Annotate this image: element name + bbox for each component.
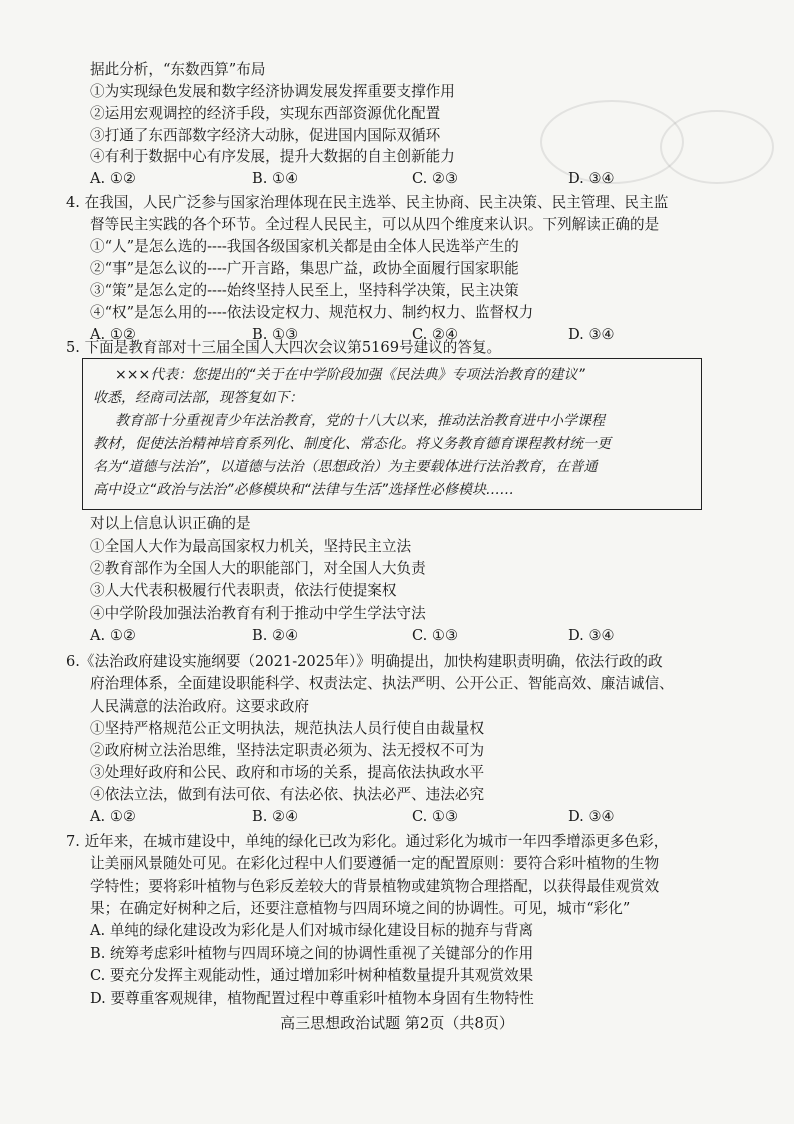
q4-statement-3: ③“策”是怎么定的----始终坚持人民至上，坚持科学决策，民主决策	[90, 282, 519, 299]
q6-option-a: A. ①②	[90, 808, 136, 825]
q5-prompt: 对以上信息认识正确的是	[90, 515, 251, 532]
q5-statement-1: ①全国人大作为最高国家权力机关，坚持民主立法	[90, 538, 412, 555]
q3-statement-3: ③打通了东西部数字经济大动脉，促进国内国际双循环	[90, 127, 441, 144]
q5-box-line: 高中设立“政治与法治”必修模块和“法律与生活”选择性必修模块……	[93, 482, 515, 498]
q6-statement-4: ④依法立法，做到有法可依、有法必依、执法必严、违法必究	[90, 786, 485, 803]
q4-option-d: D. ③④	[568, 326, 615, 343]
q6-option-b: B. ②④	[252, 808, 299, 825]
q3-stem: 据此分析，“东数西算”布局	[90, 61, 266, 78]
q5-option-b: B. ②④	[252, 627, 299, 644]
q6-statement-1: ①坚持严格规范公正文明执法，规范执法人员行使自由裁量权	[90, 720, 485, 737]
q5-box-line: ×××代表：您提出的“关于在中学阶段加强《民法典》专项法治教育的建议”	[115, 367, 585, 383]
q7-choice-c: C. 要充分发挥主观能动性，通过增加彩叶树种植数量提升其观赏效果	[90, 967, 534, 984]
q6-options	[90, 807, 690, 827]
q7-stem-line: 7. 近年来，在城市建设中，单纯的绿化已改为彩化。通过彩化为城市一年四季增添更多色彩，	[66, 833, 669, 850]
q4-statement-4: ④“权”是怎么用的----依法设定权力、规范权力、制约权力、监督权力	[90, 304, 534, 321]
q3-statement-1: ①为实现绿色发展和数字经济协调发展发挥重要支撑作用	[90, 83, 455, 100]
q7-stem-line: 学特性；要将彩叶植物与色彩反差较大的背景植物或建筑物合理搭配，以获得最佳观赏效	[90, 878, 660, 895]
q5-box-line: 教材，促使法治精神培育系列化、制度化、常态化。将义务教育德育课程教材统一更	[93, 436, 611, 452]
q4-stem-line: 督等民主实践的各个环节。全过程人民民主，可以从四个维度来认识。下列解读正确的是	[90, 216, 660, 233]
q5-statement-3: ③人大代表积极履行代表职责，依法行使提案权	[90, 582, 397, 599]
q5-option-a: A. ①②	[90, 627, 136, 644]
q4-option-b: B. ①③	[252, 326, 299, 343]
q3-statement-2: ②运用宏观调控的经济手段，实现东西部资源优化配置	[90, 105, 441, 122]
q6-statement-3: ③处理好政府和公民、政府和市场的关系，提高依法执政水平	[90, 764, 485, 781]
q3-statement-4: ④有利于数据中心有序发展，提升大数据的自主创新能力	[90, 148, 455, 165]
q7-choice-d: D. 要尊重客观规律，植物配置过程中尊重彩叶植物本身固有生物特性	[90, 990, 534, 1007]
q7-stem-line: 果；在确定好树种之后，还要注意植物与四周环境之间的协调性。可见，城市“彩化”	[90, 900, 631, 917]
q3-option-b: B. ①④	[252, 170, 299, 187]
q4-stem-line: 4. 在我国，人民广泛参与国家治理体现在民主选举、民主协商、民主决策、民主管理、民主监	[66, 194, 669, 211]
q4-option-c: C. ②④	[412, 326, 459, 343]
q5-option-c: C. ①③	[412, 627, 459, 644]
q4-statement-2: ②“事”是怎么议的----广开言路，集思广益，政协全面履行国家职能	[90, 260, 519, 277]
q3-option-d: D. ③④	[568, 170, 615, 187]
q6-stem-line: 人民满意的法治政府。这要求政府	[90, 698, 309, 715]
q6-stem-line: 6.《法治政府建设实施纲要（2021-2025年）》明确提出，加快构建职责明确，依法行政的政	[66, 653, 663, 670]
q5-box-line: 名为“道德与法治”，以道德与法治（思想政治）为主要载体进行法治教育，在普通	[93, 459, 598, 475]
q7-stem-line: 让美丽风景随处可见。在彩化过程中人们要遵循一定的配置原则：要符合彩叶植物的生物	[90, 855, 660, 872]
q5-statement-2: ②教育部作为全国人大的职能部门，对全国人大负责	[90, 560, 426, 577]
q5-box-line: 教育部十分重视青少年法治教育，党的十八大以来，推动法治教育进中小学课程	[115, 413, 605, 429]
q7-choice-b: B. 统筹考虑彩叶植物与四周环境之间的协调性重视了关键部分的作用	[90, 945, 534, 962]
q4-statement-1: ①“人”是怎么选的----我国各级国家机关都是由全体人民选举产生的	[90, 238, 519, 255]
q6-statement-2: ②政府树立法治思维，坚持法定职责必须为、法无授权不可为	[90, 742, 485, 759]
q4-option-a: A. ①②	[90, 326, 136, 343]
q6-option-d: D. ③④	[568, 808, 615, 825]
q3-option-a: A. ①②	[90, 170, 136, 187]
q7-choice-a: A. 单纯的绿化建设改为彩化是人们对城市绿化建设目标的抛弃与背离	[90, 922, 534, 939]
q5-options	[90, 626, 690, 646]
q6-stem-line: 府治理体系，全面建设职能科学、权责法定、执法严明、公开公正、智能高效、廉洁诚信、	[90, 675, 674, 692]
q5-option-d: D. ③④	[568, 627, 615, 644]
q5-stem: 5. 下面是教育部对十三届全国人大四次会议第5169号建议的答复。	[66, 339, 502, 356]
page-footer: 高三思想政治试题 第2页（共8页）	[280, 1014, 514, 1032]
q6-option-c: C. ①③	[412, 808, 459, 825]
q5-reply-box	[82, 358, 702, 510]
q3-option-c: C. ②③	[412, 170, 459, 187]
q5-statement-4: ④中学阶段加强法治教育有利于推动中学生学法守法	[90, 605, 426, 622]
q3-options	[90, 169, 690, 189]
q5-box-line: 收悉，经商司法部，现答复如下：	[93, 390, 303, 406]
